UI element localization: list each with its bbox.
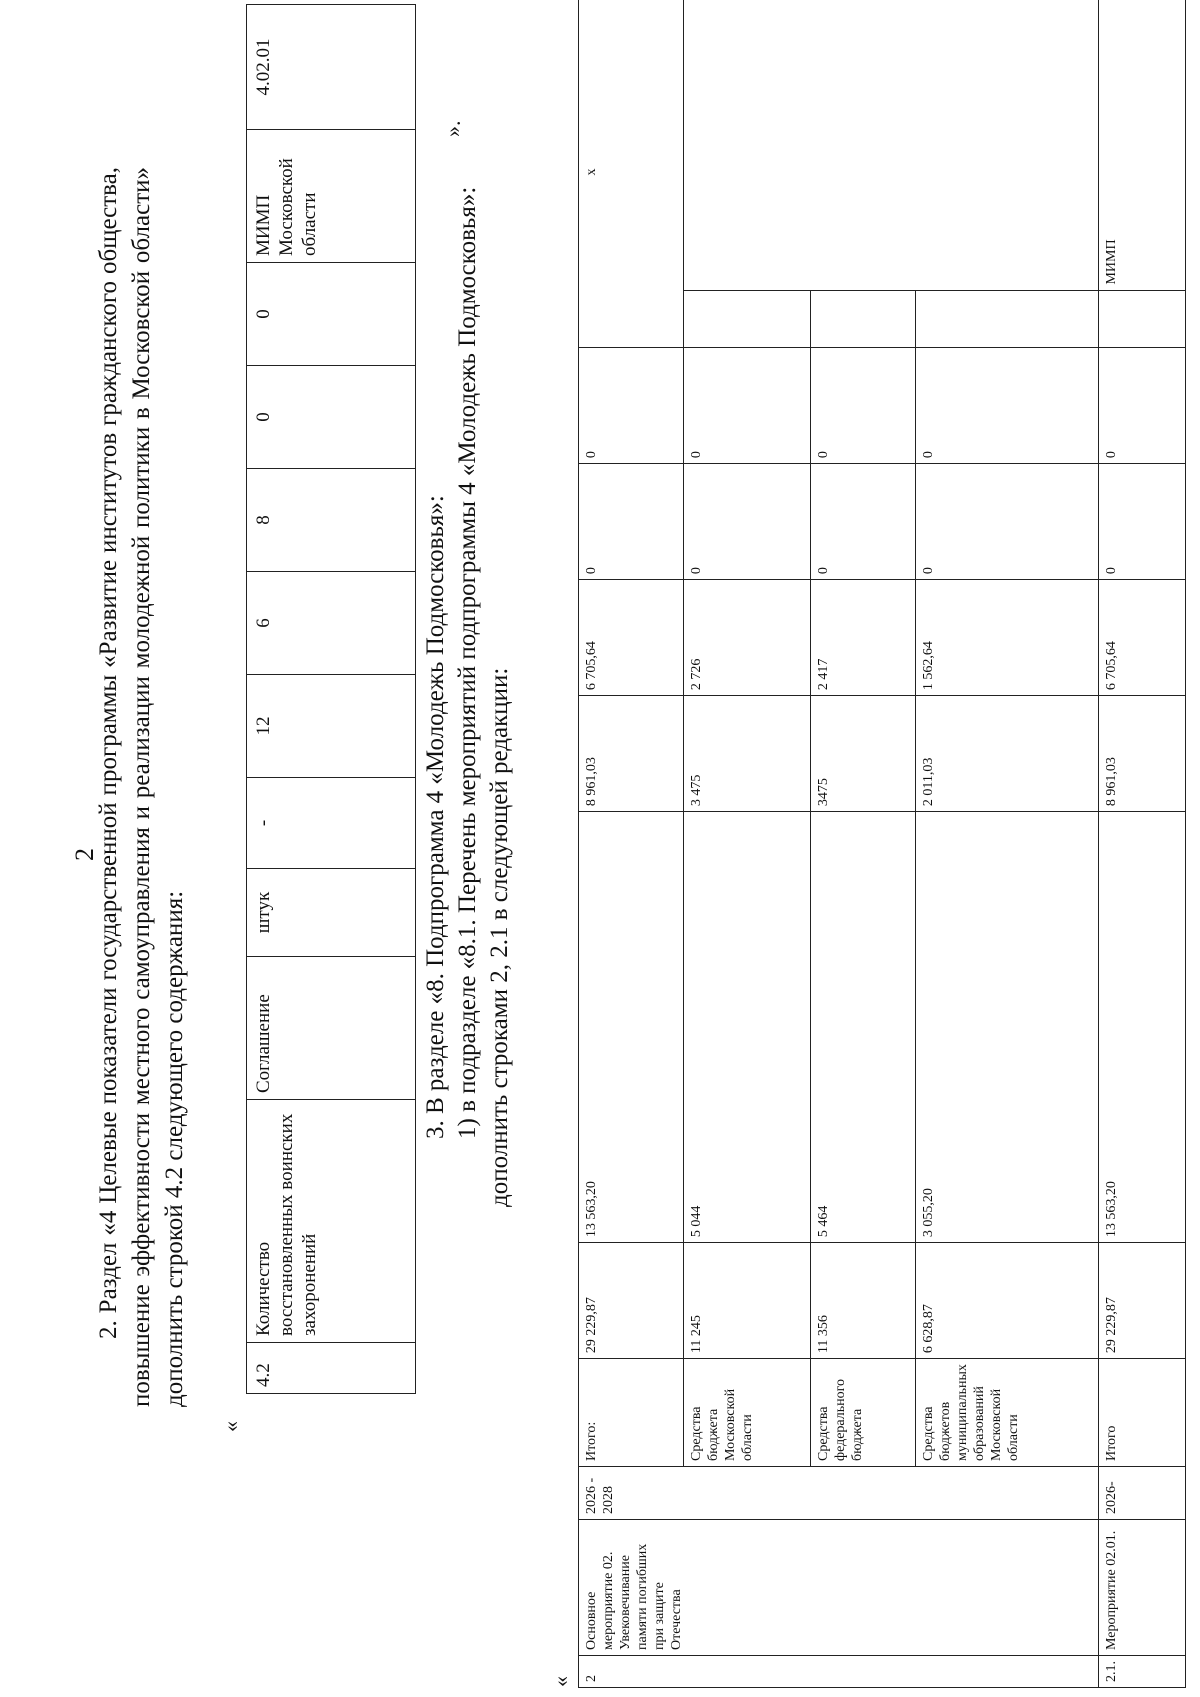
- row21-period: 2026-: [1098, 1467, 1185, 1520]
- row21-responsible: МИМП: [1098, 0, 1185, 290]
- section3-header: [420, 57, 516, 1207]
- table-row: [247, 5, 416, 1394]
- row2-name: Основное мероприятие 02. Увековечивание памяти погибших при защите Отечества: [579, 1520, 1099, 1656]
- table-row: [579, 0, 684, 1688]
- indicator-value-4: 0: [247, 366, 416, 469]
- row2-total-y4: 0: [579, 464, 684, 580]
- measures-table: [578, 0, 1186, 1688]
- row2-total-y5: 0: [579, 348, 684, 464]
- table-row: [683, 0, 811, 1688]
- empty-cell: [683, 290, 811, 348]
- section2-paragraph: 2. Раздел «4 Целевые показатели государственной программы «Развитие институтов гражданского общества, повышение эффективности местного самоуправления и реализации молодежной политики в Московской области» дополнить строкой 4.2 следующего содержания:: [95, 167, 188, 1407]
- row-number: 4.2: [247, 1343, 416, 1394]
- row21-value: 0: [1098, 348, 1185, 464]
- indicator-value-5: 0: [247, 263, 416, 366]
- row2-total-sum: 29 229,87: [579, 1243, 684, 1359]
- row2-source-value: 6 628,87: [915, 1243, 1098, 1359]
- row2-source-value: 11 245: [683, 1243, 811, 1359]
- row21-value: 0: [1098, 464, 1185, 580]
- row2-source-label: Средства федерального бюджета: [811, 1359, 916, 1467]
- open-quote-1: «: [218, 1421, 243, 1432]
- page-number: 2: [70, 848, 99, 861]
- section3-line2: 1) в подразделе «8.1. Перечень мероприятий подпрограммы 4 «Молодежь Подмосковья»:: [454, 186, 481, 1139]
- row2-total-y1: 13 563,20: [579, 812, 684, 1243]
- row2-source-value: 2 726: [683, 580, 811, 696]
- indicator-table: [246, 4, 416, 1394]
- row2-source-value: 0: [811, 348, 916, 464]
- row2-source-label: Средства бюджета Московской области: [683, 1359, 811, 1467]
- row21-value: 6 705,64: [1098, 580, 1185, 696]
- row2-source-value: 0: [683, 464, 811, 580]
- row2-source-value: 3 055,20: [915, 812, 1098, 1243]
- row21-number: 2.1.: [1098, 1656, 1185, 1688]
- table-row: [1098, 0, 1185, 1688]
- empty-cell: [915, 290, 1098, 348]
- row21-source-label: Итого: [1098, 1359, 1185, 1467]
- indicator-value-3: 8: [247, 469, 416, 572]
- row2-source-value: 5 464: [811, 812, 916, 1243]
- indicator-value-1: 12: [247, 675, 416, 778]
- row2-number: 2: [579, 1656, 1099, 1688]
- row21-value: 13 563,20: [1098, 812, 1185, 1243]
- row21-value: 29 229,87: [1098, 1243, 1185, 1359]
- empty-cell: [683, 0, 1098, 290]
- section3-line1: 3. В разделе «8. Подпрограмма 4 «Молодежь Подмосковья»:: [422, 495, 449, 1139]
- row21-name: Мероприятие 02.01.: [1098, 1520, 1185, 1656]
- row2-source-value: 0: [915, 464, 1098, 580]
- indicator-name: Количество восстановленных воинских захоронений: [247, 1100, 416, 1343]
- row2-source-value: 11 356: [811, 1243, 916, 1359]
- row2-source-value: 2 417: [811, 580, 916, 696]
- row2-total-y2: 8 961,03: [579, 696, 684, 812]
- indicator-base: -: [247, 778, 416, 869]
- indicator-type: Соглашение: [247, 957, 416, 1100]
- empty-cell: [811, 290, 916, 348]
- row2-source-value: 0: [811, 464, 916, 580]
- row2-total-label: Итого:: [579, 1359, 684, 1467]
- row21-value: 8 961,03: [1098, 696, 1185, 812]
- row2-source-value: 5 044: [683, 812, 811, 1243]
- row2-source-value: 1 562,64: [915, 580, 1098, 696]
- close-quote-1: ».: [440, 120, 465, 137]
- open-quote-2: «: [548, 1676, 573, 1687]
- row2-x-mark: х: [579, 0, 684, 348]
- section3-line3: дополнить строками 2, 2.1 в следующей редакции:: [486, 667, 513, 1207]
- indicator-code: 4.02.01: [247, 5, 416, 130]
- row2-source-value: 0: [915, 348, 1098, 464]
- row2-source-value: 3475: [811, 696, 916, 812]
- row2-source-label: Средства бюджетов муниципальных образований Московской области: [915, 1359, 1098, 1467]
- row2-source-value: 3 475: [683, 696, 811, 812]
- row2-total-y3: 6 705,64: [579, 580, 684, 696]
- empty-cell: [1098, 290, 1185, 348]
- indicator-unit: штук: [247, 869, 416, 957]
- indicator-responsible: МИМП Московской области: [247, 130, 416, 263]
- indicator-value-2: 6: [247, 572, 416, 675]
- row2-source-value: 2 011,03: [915, 696, 1098, 812]
- row2-period: 2026 - 2028: [579, 1467, 1099, 1520]
- row2-source-value: 0: [683, 348, 811, 464]
